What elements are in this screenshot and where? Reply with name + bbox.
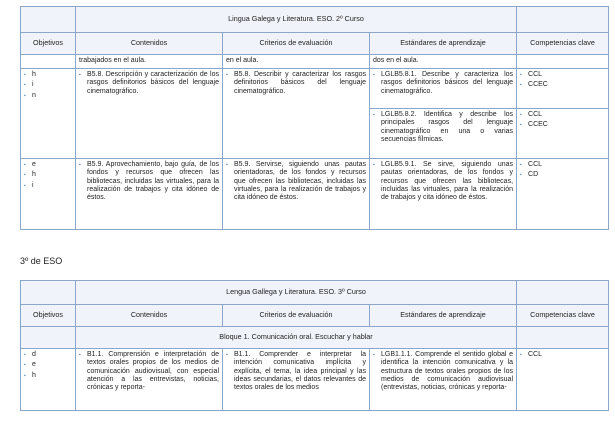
cell-estandares bbox=[370, 109, 517, 159]
blank-corner bbox=[517, 281, 609, 305]
header-competencias: Competencias clave bbox=[517, 305, 609, 327]
table-row bbox=[21, 349, 609, 411]
list-item: ▪ LGLB5.8.2. Identifica y describe los principales rasgos del lenguaje cinematográfico en una o varias secuencias fílmicas. bbox=[373, 111, 513, 144]
table-title: Lingua Galega y Literatura. ESO. 2º Curso bbox=[76, 7, 517, 33]
cell-contenidos bbox=[76, 69, 223, 159]
table-row bbox=[21, 55, 609, 69]
cell-competencias bbox=[517, 69, 609, 109]
blank-corner bbox=[21, 281, 76, 305]
bloque-title: Bloque 1. Comunicación oral. Escuchar y hablar bbox=[76, 327, 517, 349]
list-item: ▪ CD bbox=[520, 171, 605, 179]
table-row bbox=[21, 69, 609, 109]
list-item: ▪ B5.8. Describir y caracterizar los rasgos definitorios básicos del lenguaje cinematográfico. bbox=[226, 71, 366, 96]
list-item: ▪ CCL bbox=[520, 161, 605, 169]
cell-contenidos: trabajados en el aula. bbox=[76, 55, 223, 69]
list-item: ▪ e bbox=[24, 161, 72, 169]
cell-criterios: en el aula. bbox=[223, 55, 370, 69]
cell-criterios bbox=[223, 349, 370, 411]
list-item: ▪ d bbox=[24, 351, 72, 359]
list-item: ▪ B5.9. Servirse, siguiendo unas pautas orientadoras, de los fondos y recursos que ofrecen las bibliotecas, incluidas las virtuales, para la realización de trabajos y cita idóneo de éstos. bbox=[226, 161, 366, 202]
list-item: ▪ B5.8. Descripción y caracterización de los rasgos definitorios básicos del lenguaje cinematográfico. bbox=[79, 71, 219, 96]
table-3-eso bbox=[20, 280, 609, 411]
cell-criterios bbox=[223, 69, 370, 159]
cell-objetivos bbox=[21, 69, 76, 159]
cell-contenidos bbox=[76, 349, 223, 411]
cell-estandares bbox=[370, 349, 517, 411]
header-criterios: Criterios de evaluación bbox=[223, 33, 370, 55]
header-objetivos: Objetivos bbox=[21, 305, 76, 327]
cell-estandares bbox=[370, 159, 517, 230]
table-2-eso bbox=[20, 6, 609, 230]
list-item: ▪ CCEC bbox=[520, 121, 605, 129]
blank-corner bbox=[21, 327, 76, 349]
list-item: ▪ LGB1.1.1. Comprende el sentido global e identifica la intención comunicativa y la estructura de textos orales propios de los medios de comunicación audiovisual (entrevistas, noticias, crónicas y reporta- bbox=[373, 351, 513, 392]
list-item: ▪ CCEC bbox=[520, 81, 605, 89]
list-item: ▪ CCL bbox=[520, 111, 605, 119]
cell-criterios bbox=[223, 159, 370, 230]
header-estandares: Estándares de aprendizaje bbox=[370, 305, 517, 327]
header-contenidos: Contenidos bbox=[76, 305, 223, 327]
list-item: ▪ CCL bbox=[520, 71, 605, 79]
list-item: ▪ i bbox=[24, 182, 72, 190]
table-row bbox=[21, 159, 609, 230]
blank-corner bbox=[517, 7, 609, 33]
cell-competencias bbox=[517, 109, 609, 159]
cell-competencias bbox=[517, 159, 609, 230]
list-item: ▪ CCL bbox=[520, 351, 605, 359]
list-item: ▪ B1.1. Comprender e interpretar la intención comunicativa implícita y explícita, el tema, la idea principal y las ideas secundarias, el datos relevantes de textos orales de los medios bbox=[226, 351, 366, 392]
cell-objetivos bbox=[21, 159, 76, 230]
blank-corner bbox=[517, 327, 609, 349]
list-item: ▪ e bbox=[24, 361, 72, 369]
cell-estandares: dos en el aula. bbox=[370, 55, 517, 69]
header-objetivos: Objetivos bbox=[21, 33, 76, 55]
header-estandares: Estándares de aprendizaje bbox=[370, 33, 517, 55]
section-heading: 3º de ESO bbox=[20, 256, 63, 266]
list-item: ▪ n bbox=[24, 92, 72, 100]
list-item: ▪ LGLB5.9.1. Se sirve, siguiendo unas pautas orientadoras, de los fondos y recursos que ofrecen las bibliotecas, incluidas las virtuales, para la realización de trabajos y cita idóneo de éstos. bbox=[373, 161, 513, 202]
cell-competencias bbox=[517, 55, 609, 69]
list-item: ▪ B1.1. Comprensión e interpretación de textos orales propios de los medios de comunicación audiovisual, con especial atención a las entrevistas, noticias, crónicas y reporta- bbox=[79, 351, 219, 392]
list-item: ▪ LGLB5.8.1. Describe y caracteriza los rasgos definitorios básicos del lenguaje cinematográfico. bbox=[373, 71, 513, 96]
list-item: ▪ i bbox=[24, 81, 72, 89]
header-contenidos: Contenidos bbox=[76, 33, 223, 55]
cell-objetivos bbox=[21, 55, 76, 69]
cell-competencias bbox=[517, 349, 609, 411]
cell-objetivos bbox=[21, 349, 76, 411]
header-competencias: Competencias clave bbox=[517, 33, 609, 55]
blank-corner bbox=[21, 7, 76, 33]
header-criterios: Criterios de evaluación bbox=[223, 305, 370, 327]
table-title: Lengua Gallega y Literatura. ESO. 3º Curso bbox=[76, 281, 517, 305]
list-item: ▪ h bbox=[24, 171, 72, 179]
list-item: ▪ h bbox=[24, 372, 72, 380]
list-item: ▪ B5.9. Aprovechamiento, bajo guía, de los fondos y recursos que ofrecen las bibliotecas, incluidas las virtuales, para la realización de trabajos y cita idóneo de éstos. bbox=[79, 161, 219, 202]
cell-contenidos bbox=[76, 159, 223, 230]
list-item: ▪ h bbox=[24, 71, 72, 79]
cell-estandares bbox=[370, 69, 517, 109]
